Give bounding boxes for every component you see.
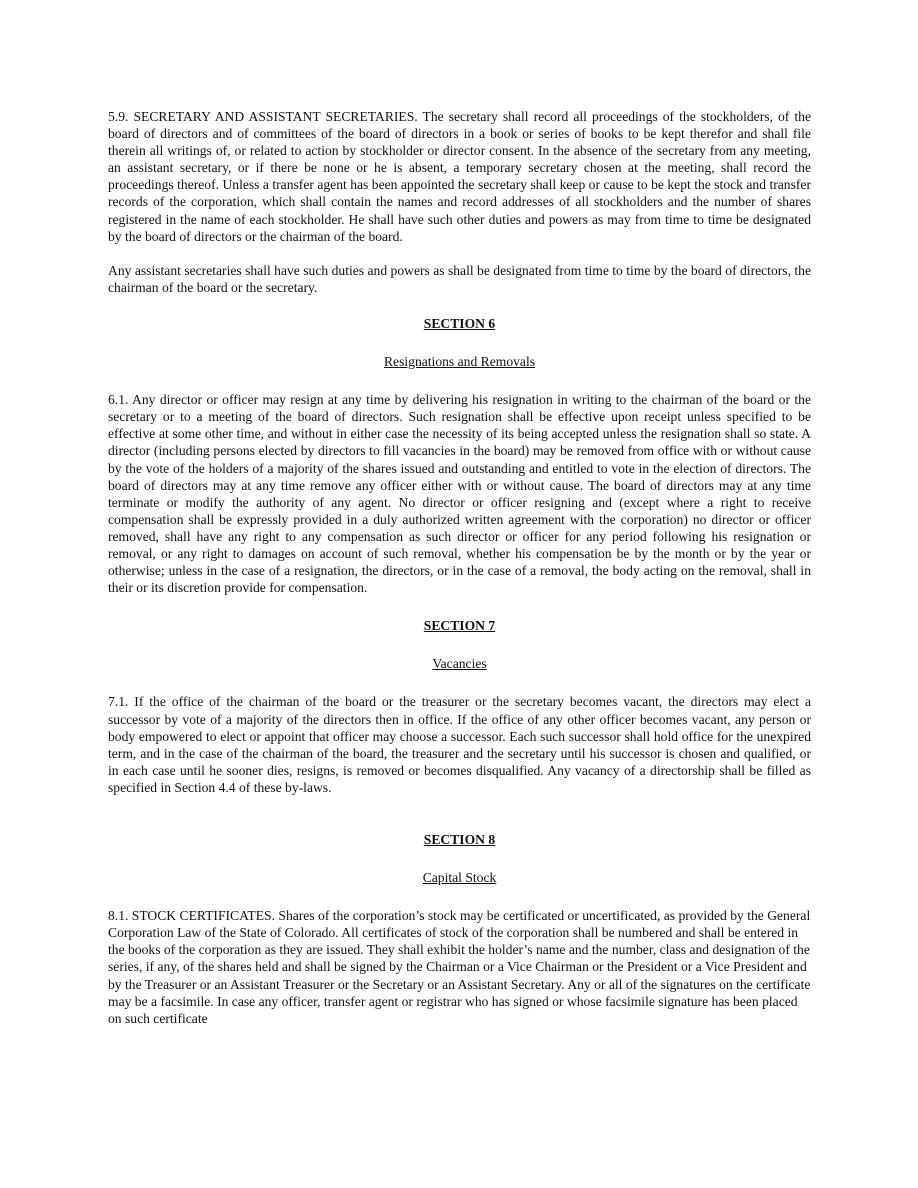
paragraph-5-9: 5.9. SECRETARY AND ASSISTANT SECRETARIES. The secretary shall record all proceedings of the stockholders, of the board of directors and of committees of the board of directors in a book or series of books to be kept therefor and shall file therein all writings of, or related to action by stockholder or director consent. In the absence of the secretary from any meeting, an assistant secretary, or if there be none or he is absent, a temporary secretary chosen at the meeting, shall record the proceedings thereof. Unless a transfer agent has been appointed the secretary shall keep or cause to be kept the stock and transfer records of the corporation, which shall contain the names and record addresses of all stockholders and the number of shares registered in the name of each stockholder. He shall have such other duties and powers as may from time to time be designated by the board of directors or the chairman of the board. (108, 109, 811, 244)
paragraph-assistant-secretaries: Any assistant secretaries shall have such duties and powers as shall be designated from time to time by the board of directors, the chairman of the board or the secretary. (108, 262, 811, 295)
section-6-heading: SECTION 6 (423, 315, 496, 331)
paragraph-8-1: 8.1. STOCK CERTIFICATES. Shares of the corporation’s stock may be certificated or uncertificated, as provided by the General Corporation Law of the State of Colorado. All certificates of stock of the corporation shall be numbered and shall be entered in the books of the corporation as they are issued. They shall exhibit the holder’s name and the number, class and designation of the series, if any, of the shares held and shall be signed by the Chairman or a Vice Chairman or the President or a Vice President and by the Treasurer or an Assistant Treasurer or the Secretary or an Assistant Secretary. Any or all of the signatures on the certificate may be a facsimile. In case any officer, transfer agent or registrar who has signed or whose facsimile signature has been placed on such certificate (108, 908, 811, 1026)
section-7-heading: SECTION 7 (423, 618, 496, 634)
section-6-title: Resignations and Removals (383, 354, 536, 370)
document-page (108, 108, 811, 1027)
section-8-heading: SECTION 8 (423, 832, 496, 847)
paragraph-6-1: 6.1. Any director or officer may resign at any time by delivering his resignation in writing to the chairman of the board or the secretary or to a meeting of the board of directors. Such resignation shall be effective upon receipt unless specified to be effective at some other time, and without in either case the necessity of its being accepted unless the resignation shall so state. A director (including persons elected by directors to fill vacancies in the board) may be removed from office with or without cause by the vote of the holders of a majority of the shares issued and outstanding and entitled to vote in the election of directors. The board of directors may at any time remove any officer either with or without cause. The board of directors may at any time terminate or modify the authority of any agent. No director or officer resigning and (except where a right to receive compensation shall be expressly provided in a duly authorized written agreement with the corporation) no director or officer removed, shall have any right to any compensation as such director or officer for any period following his resignation or removal, or any right to damages on account of such removal, whether his compensation be by the month or by the year or otherwise; unless in the case of a resignation, the directors, or in the case of a removal, the body acting on the removal, shall in their or its discretion provide for compensation. (108, 392, 811, 596)
paragraph-7-1: 7.1. If the office of the chairman of the board or the treasurer or the secretary becomes vacant, the directors may elect a successor by vote of a majority of the directors then in office. If the office of any other officer becomes vacant, any person or body empowered to elect or appoint that officer may choose a successor. Each such successor shall hold office for the unexpired term, and in the case of the chairman of the board, the treasurer and the secretary until his successor is chosen and qualified, or in each case until he sooner dies, resigns, is removed or becomes disqualified. Any vacancy of a directorship shall be filled as specified in Section 4.4 of these by-laws. (108, 694, 811, 795)
section-7-title: Vacancies (432, 656, 487, 672)
section-8-title: Capital Stock (422, 870, 497, 886)
